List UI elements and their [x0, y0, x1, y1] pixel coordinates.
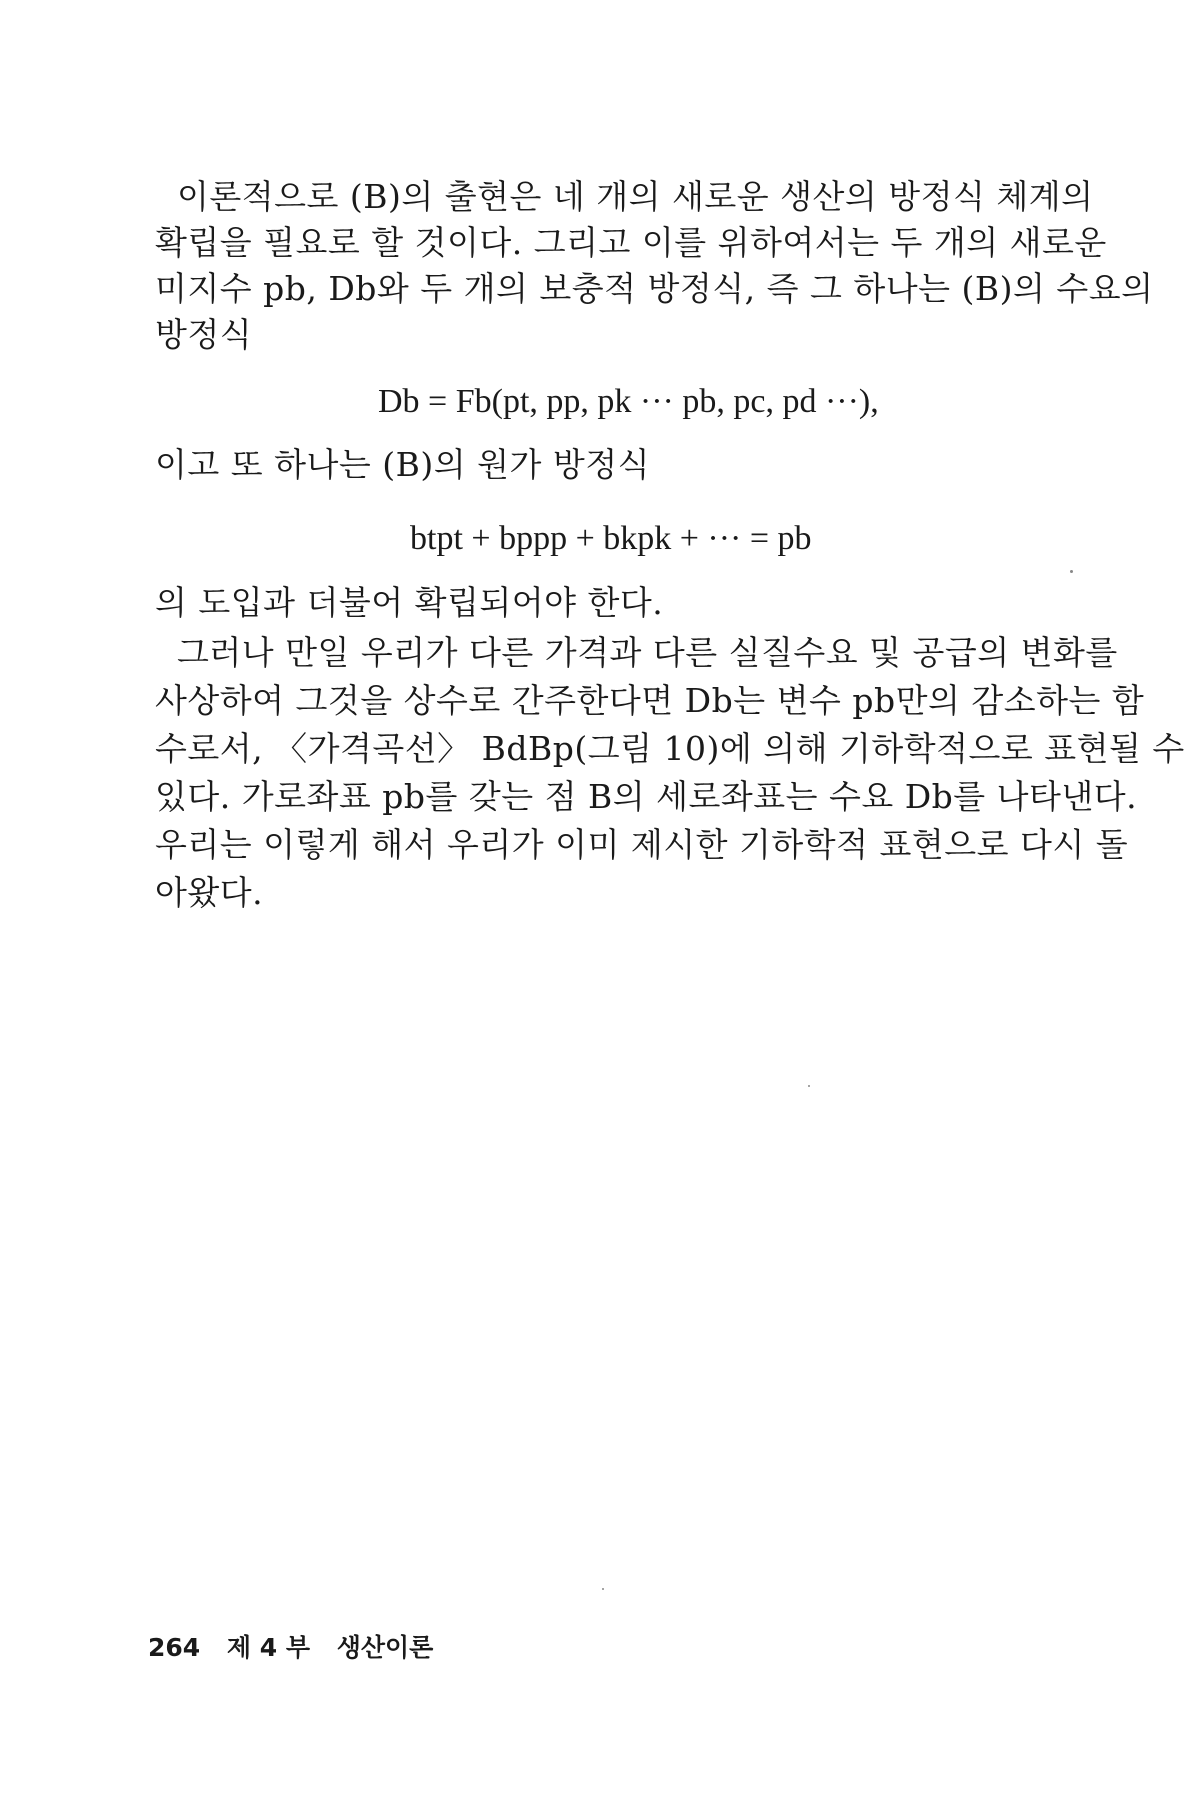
part-label: 제 4 부 — [226, 1633, 311, 1662]
text-line: 확립을 필요로 할 것이다. 그리고 이를 위하여서는 두 개의 새로운 — [155, 223, 1107, 262]
text-line: 그러나 만일 우리가 다른 가격과 다른 실질수요 및 공급의 변화를 — [177, 633, 1118, 672]
text-line: 이론적으로 (B)의 출현은 네 개의 새로운 생산의 방정식 체계의 — [177, 177, 1094, 216]
text-line: 미지수 pb, Db와 두 개의 보충적 방정식, 즉 그 하나는 (B)의 수요의 — [155, 269, 1154, 308]
text-line: 의 도입과 더불어 확립되어야 한다. — [155, 583, 664, 622]
scan-speck — [808, 1085, 810, 1087]
demand-equation: Db = Fb(pt, pp, pk ··· pb, pc, pd ···), — [378, 383, 879, 420]
text-line: 수로서, 〈가격곡선〉 BdBp(그림 10)에 의해 기하학적으로 표현될 수 — [155, 729, 1185, 768]
text-line: 이고 또 하나는 (B)의 원가 방정식 — [155, 445, 650, 484]
page-number: 264 — [148, 1633, 201, 1662]
chapter-title: 생산이론 — [336, 1633, 434, 1662]
text-line: 사상하여 그것을 상수로 간주한다면 Db는 변수 pb만의 감소하는 함 — [155, 681, 1145, 720]
text-line: 우리는 이렇게 해서 우리가 이미 제시한 기하학적 표현으로 다시 돌 — [155, 825, 1129, 864]
scan-speck — [602, 1588, 604, 1590]
text-line: 방정식 — [155, 315, 253, 354]
text-line: 아왔다. — [155, 873, 264, 912]
cost-equation: btpt + bppp + bkpk + ··· = pb — [410, 520, 812, 557]
page-footer — [148, 1628, 451, 1664]
scan-speck — [1070, 570, 1073, 573]
text-line: 있다. 가로좌표 pb를 갖는 점 B의 세로좌표는 수요 Db를 나타낸다. — [155, 777, 1138, 816]
